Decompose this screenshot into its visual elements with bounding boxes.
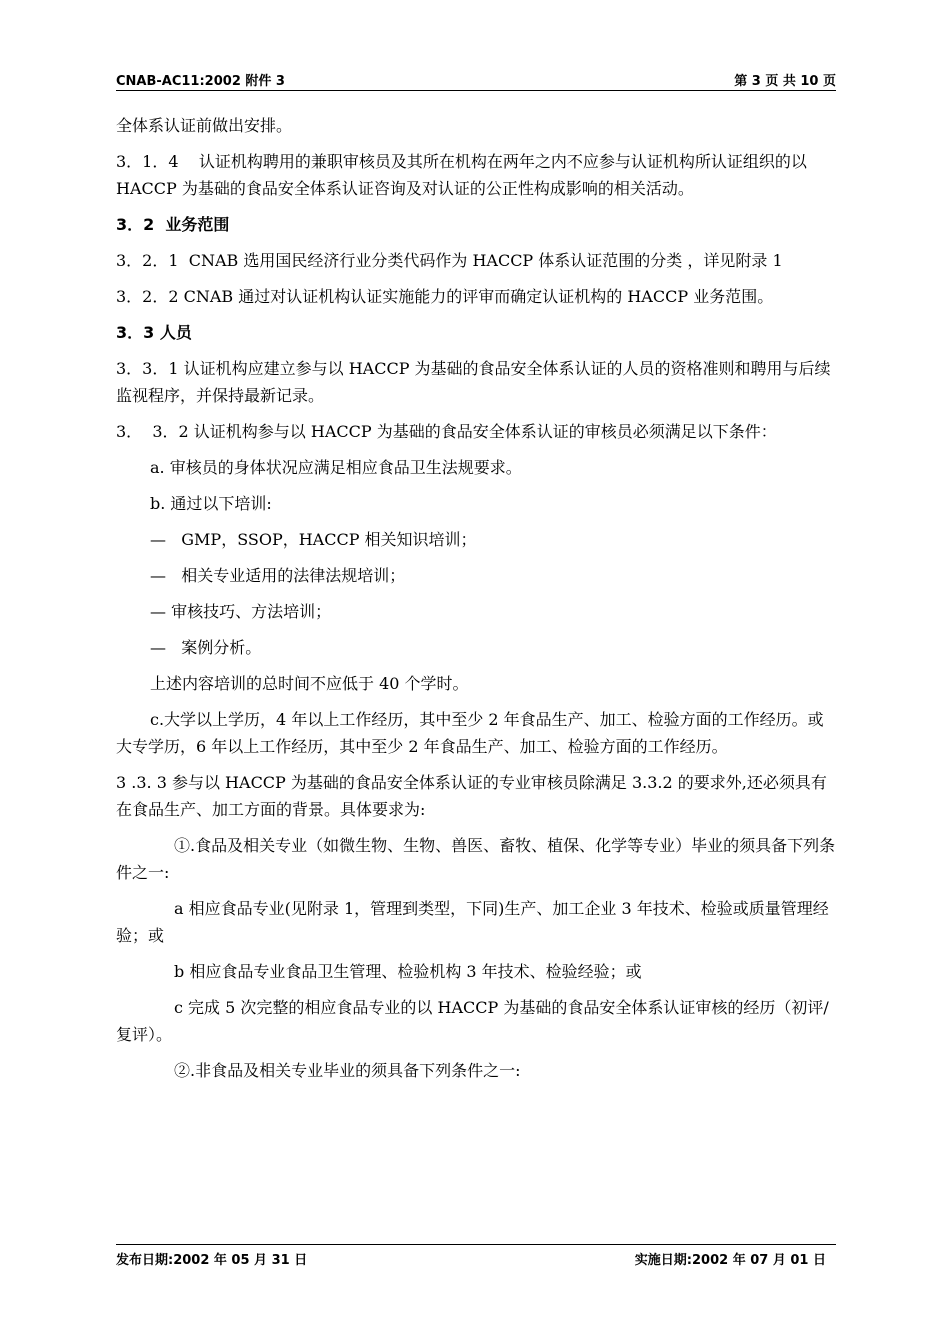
- effective-date: 实施日期:2002 年 07 月 01 日: [634, 1253, 826, 1268]
- clause-3-3-2: 3． 3．2 认证机构参与以 HACCP 为基础的食品安全体系认证的审核员必须满足以下条件：: [116, 422, 777, 441]
- training-item: — GMP，SSOP，HACCP 相关知识培训；: [150, 530, 477, 549]
- condition-1: ①.食品及相关专业（如微生物、生物、兽医、畜牧、植保、化学等专业）毕业的须具备下列条件之一:: [116, 836, 836, 882]
- condition-1-a: a 相应食品专业(见附录 1，管理到类型，下同)生产、加工企业 3 年技术、检验或质量管理经验；或: [116, 899, 829, 945]
- section-heading-3-2: 3．2 业务范围: [116, 215, 230, 234]
- item-c: c.大学以上学历，4 年以上工作经历，其中至少 2 年食品生产、加工、检验方面的工作经历。或大专学历，6 年以上工作经历，其中至少 2 年食品生产、加工、检验方面的工作经历。: [116, 710, 824, 756]
- clause-3-1-4: 3．1．4 认证机构聘用的兼职审核员及其所在机构在两年之内不应参与认证机构所认证组织的以 HACCP 为基础的食品安全体系认证咨询及对认证的公正性构成影响的相关活动。: [116, 152, 812, 198]
- section-heading-3-3: 3．3 人员: [116, 323, 192, 342]
- clause-3-3-3: 3 .3. 3 参与以 HACCP 为基础的食品安全体系认证的专业审核员除满足 3.3.2 的要求外,还必须具有在食品生产、加工方面的背景。具体要求为:: [116, 773, 827, 819]
- clause-3-2-2: 3．2．2 CNAB 通过对认证机构认证实施能力的评审而确定认证机构的 HACCP 业务范围。: [116, 287, 774, 306]
- item-b: b. 通过以下培训:: [150, 494, 272, 513]
- condition-2: ②.非食品及相关专业毕业的须具备下列条件之一:: [174, 1061, 521, 1080]
- item-a: a. 审核员的身体状况应满足相应食品卫生法规要求。: [150, 458, 522, 477]
- page-header: [116, 68, 836, 88]
- condition-1-c: c 完成 5 次完整的相应食品专业的以 HACCP 为基础的食品安全体系认证审核的经历（初评/复评）。: [116, 998, 829, 1044]
- clause-3-3-1: 3．3．1 认证机构应建立参与以 HACCP 为基础的食品安全体系认证的人员的资格准则和聘用与后续监视程序，并保持最新记录。: [116, 359, 831, 405]
- condition-1-b: b 相应食品专业食品卫生管理、检验机构 3 年技术、检验经验；或: [174, 962, 642, 981]
- paragraph: 全体系认证前做出安排。: [116, 116, 293, 135]
- training-hours-note: 上述内容培训的总时间不应低于 40 个学时。: [150, 674, 469, 693]
- training-item: — 案例分析。: [150, 638, 262, 657]
- training-item: — 相关专业适用的法律法规培训；: [150, 566, 406, 585]
- page-number: 第 3 页 共 10 页: [734, 74, 836, 89]
- document-id: CNAB-AC11:2002 附件 3: [116, 74, 285, 89]
- issue-date: 发布日期:2002 年 05 月 31 日: [116, 1253, 308, 1268]
- header-rule: [116, 90, 836, 91]
- document-body: [116, 112, 838, 1093]
- training-item: — 审核技巧、方法培训；: [150, 602, 332, 621]
- page-footer: [116, 1249, 836, 1269]
- footer-rule: [116, 1244, 836, 1245]
- clause-3-2-1: 3．2．1 CNAB 选用国民经济行业分类代码作为 HACCP 体系认证范围的分类 ，详见附录 1: [116, 251, 783, 270]
